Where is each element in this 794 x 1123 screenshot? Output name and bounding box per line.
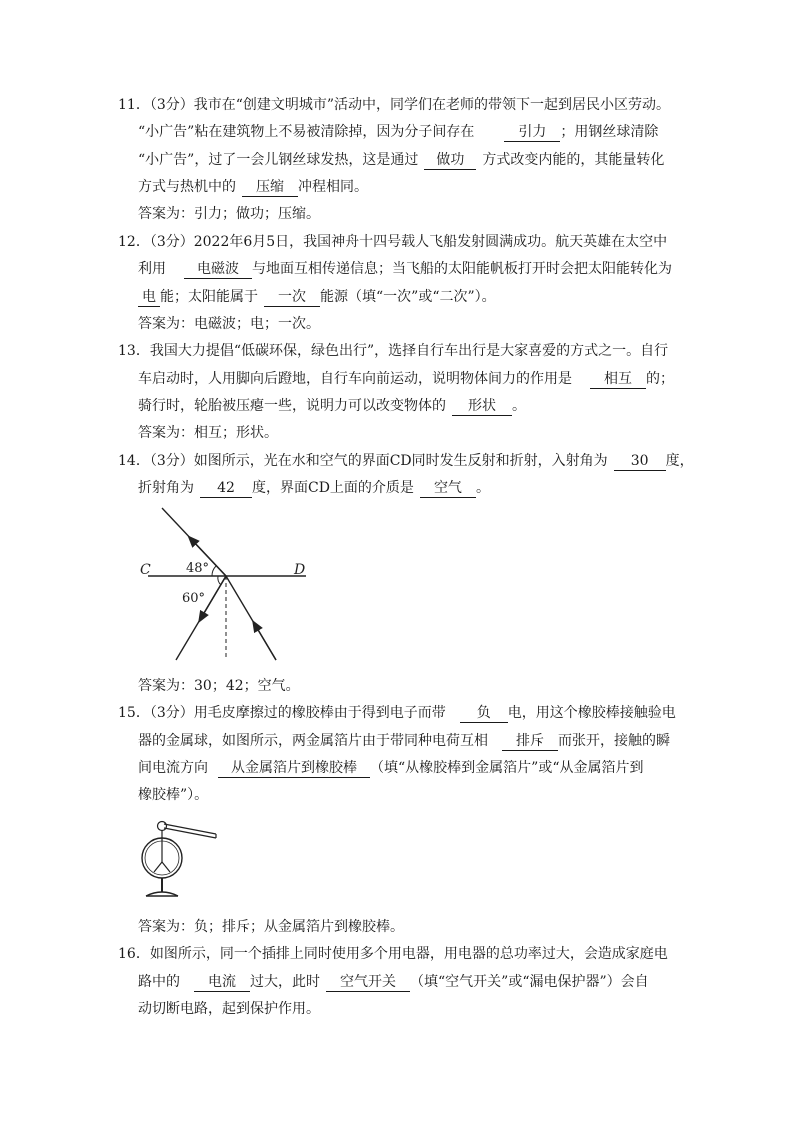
q15-line2: 器的金属球，如图所示，两金属箔片由于带同种电荷互相 排斥 而张开，接触的瞬 <box>138 733 670 749</box>
q14-blank1: 30 <box>614 453 666 471</box>
q15-line1: 15．（3分）用毛皮摩擦过的橡胶棒由于得到电子而带 负 电，用这个橡胶棒接触验电 <box>118 705 676 721</box>
q16-line3: 动切断电路，起到保护作用。 <box>138 1001 320 1017</box>
q16-blank2: 空气开关 <box>326 974 410 992</box>
q14-blank2: 42 <box>200 480 252 498</box>
refraction-diagram <box>136 502 316 666</box>
q15-line3: 间电流方向 从金属箔片到橡胶棒 （填“从橡胶棒到金属箔片”或“从金属箔片到 <box>138 760 644 776</box>
q11-answer: 答案为：引力；做功；压缩。 <box>138 206 320 222</box>
q14-line1: 14．（3分）如图所示，光在水和空气的界面CD同时发生反射和折射，入射角为 30 度， <box>118 453 694 469</box>
q14-line2: 折射角为 42 度，界面CD上面的介质是 空气 。 <box>138 480 490 496</box>
q12-blank2: 电 <box>138 289 160 307</box>
q11-blank2: 做功 <box>424 152 476 170</box>
q15-blank3: 从金属箔片到橡胶棒 <box>218 760 370 778</box>
q13-answer: 答案为：相互；形状。 <box>138 425 278 441</box>
angle-60-label: 60° <box>182 591 206 606</box>
q16-blank1: 电流 <box>194 974 250 992</box>
q14-blank3: 空气 <box>420 480 476 498</box>
q15-line4: 橡胶棒”）。 <box>138 787 209 803</box>
q16-line2: 路中的 电流 过大，此时 空气开关 （填“空气开关”或“漏电保护器”）会自 <box>138 974 649 990</box>
q15-blank2: 排斥 <box>502 733 558 751</box>
q11-line2: “小广告”粘在建筑物上不易被清除掉，因为分子间存在 引力 ；用钢丝球清除 <box>138 124 659 140</box>
q12-line1: 12．（3分）2022年6月5日，我国神舟十四号载人飞船发射圆满成功。航天英雄在太空中 <box>118 234 668 250</box>
q15-answer: 答案为：负；排斥；从金属箔片到橡胶棒。 <box>138 919 404 935</box>
q12-blank3: 一次 <box>264 289 320 307</box>
q13-blank2: 形状 <box>452 398 512 416</box>
q11-line3: “小广告”，过了一会儿钢丝球发热，这是通过 做功 方式改变内能的，其能量转化 <box>138 152 665 168</box>
q12-blank1: 电磁波 <box>184 261 252 279</box>
angle-48-label: 48° <box>186 561 210 576</box>
q11-line1: 11．（3分）我市在“创建文明城市”活动中，同学们在老师的带领下一起到居民小区劳动。 <box>118 97 671 113</box>
q13-line1: 13．我国大力提倡“低碳环保，绿色出行”，选择自行车出行是大家喜爱的方式之一。自行 <box>118 343 669 359</box>
q15-blank1: 负 <box>460 705 508 723</box>
q12-line3: 电 能；太阳能属于 一次 能源（填“一次”或“二次”）。 <box>138 287 496 307</box>
electroscope-diagram <box>136 812 226 904</box>
q12-answer: 答案为：电磁波；电；一次。 <box>138 316 320 332</box>
q14-answer: 答案为：30；42；空气。 <box>138 678 300 694</box>
q12-line2: 利用 电磁波 与地面互相传递信息；当飞船的太阳能帆板打开时会把太阳能转化为 <box>138 261 672 277</box>
label-d: D <box>294 562 306 578</box>
q13-line3: 骑行时，轮胎被压瘪一些，说明力可以改变物体的 形状 。 <box>138 398 526 414</box>
q13-line2: 车启动时，人用脚向后蹬地，自行车向前运动，说明物体间力的作用是 相互 的； <box>138 371 674 387</box>
q11-blank3: 压缩 <box>242 179 298 197</box>
q11-line4: 方式与热机中的 压缩 冲程相同。 <box>138 179 368 195</box>
q16-line1: 16．如图所示，同一个插排上同时使用多个用电器，用电器的总功率过大，会造成家庭电 <box>118 946 668 962</box>
q13-blank1: 相互 <box>590 371 646 389</box>
label-c: C <box>140 562 151 578</box>
q11-blank1: 引力 <box>504 124 560 142</box>
